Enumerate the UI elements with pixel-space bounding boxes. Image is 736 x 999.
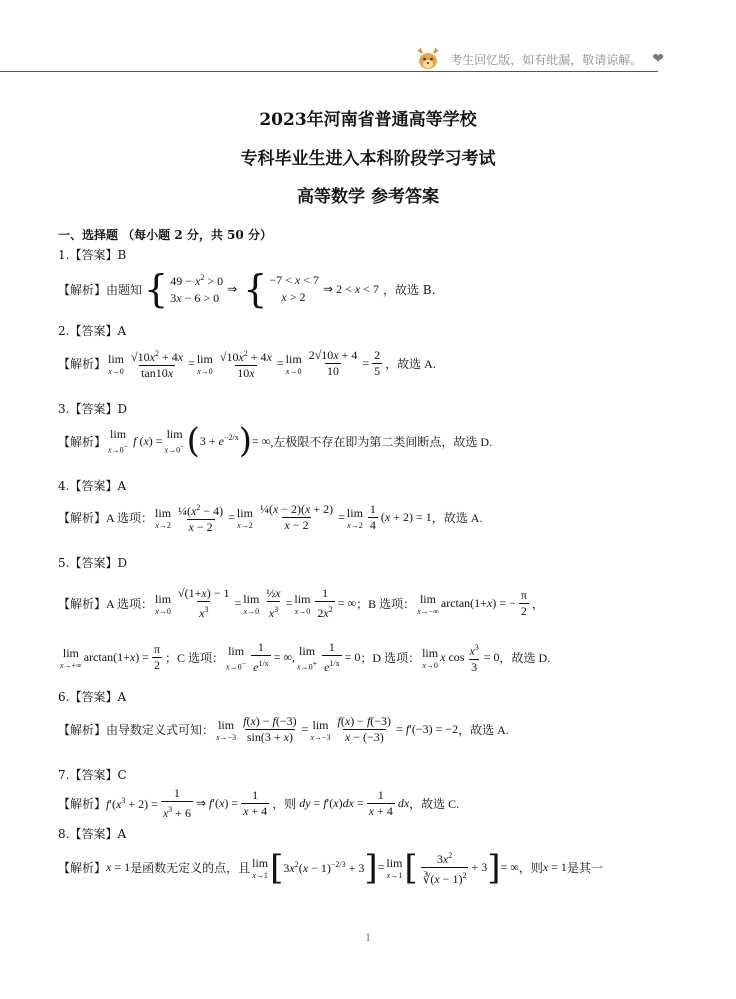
- heart-icon: ❤: [652, 51, 664, 67]
- solution-1: 【解析】 由题知 { $49 - x^2 > 0$ 3x − 6 > 0 ⇒ { −7 < x < 7 x > 2 ⇒ 2 < x < 7 ，故选 B.: [58, 267, 436, 311]
- section-heading: 一、选择题 （每小题 2 分，共 50 分）: [58, 228, 272, 242]
- answer-5: 5.【答案】D: [58, 556, 128, 570]
- solution-3: 【解析】 lim x→0− f ( x ) = lim x→0− ( $3 + e^{-2/x}$ ) = ∞ ,左极限不存在即为第二类间断点，故选 D.: [58, 421, 492, 461]
- answer-8: 8.【答案】A: [58, 827, 127, 841]
- solution-8: 【解析】 x = 1 是函数无定义的点，且 lim x→1 [ $3x^2(x - 1)^{-2/3} + 3$ ] = lim x→1 [ $\frac{3x^2}{∛(x - 1)^2}$ + 3 ] = ∞ ，则 x = 1 是其一: [58, 847, 603, 888]
- solution-7: 【解析】 $f'(x^3 + 2)$ = $\frac{1}{x^3 + 6}$ ⇒ f′(x) = $\frac{1}{x + 4}$ ，则 dy = f′(x)dx = $\frac{1}{x + 4}$ dx ，故选 C.: [58, 786, 460, 820]
- solution-5b: lim x→+∞ arctan(1+x) = $\frac{\pi}{2}$ ；C 选项： lim x→0− $\frac{1}{e^{1/x}}$ = ∞, lim x→0+ $\frac{1}{e^{1/x}}$ = 0 ；D 选项： lim x→0 x cos $\frac{x^3}{3}$ = 0 ，故选 D.: [60, 640, 551, 674]
- jiexi-label: 【解析】: [58, 861, 107, 875]
- answer-7: 7.【答案】C: [58, 768, 127, 782]
- solution-6: 【解析】 由导数定义式可知： lim x→−3 $\frac{f(x) - f(-3)}{\sin(3 + x)}$ = lim x→−3 $\frac{f(x) - f(-3)}{x - (-3)}$ = f′(−3) = −2 ，故选 A.: [58, 714, 509, 744]
- header-note: 考生回忆版，如有纰漏，敬请谅解。: [450, 52, 643, 67]
- deer-logo-icon: [414, 46, 442, 72]
- doc-title-1: 2023年河南省普通高等学校: [259, 110, 477, 130]
- answer-6: 6.【答案】A: [58, 690, 127, 704]
- jiexi-label: 【解析】: [58, 282, 107, 297]
- solution-4: 【解析】 A 选项： lim x→2 $\frac{\frac{1}{4}(x^2 - 4)}{x - 2}$ = lim x→2 $\frac{\text{¼(x − 2)(x + 2)}}{x - 2}$ = lim x→2 $\frac{1}{4}$ (x + 2) = 1 ，故选 A.: [58, 502, 483, 534]
- jiexi-label: 【解析】: [58, 797, 107, 811]
- solution-5a: 【解析】 A 选项： lim x→0 $\frac{√(1+x) - 1}{x^3}$ = lim x→0 $\frac{\text{½x}}{x^3}$ = lim x→0 $\frac{1}{2x^2}$ = ∞ ；B 选项： lim x→−∞ arctan(1+x) = − $\frac{\pi}{2}$ ，: [58, 586, 544, 620]
- answer-2: 2.【答案】A: [58, 324, 127, 338]
- jiexi-label: 【解析】: [58, 357, 107, 371]
- jiexi-label: 【解析】: [58, 597, 107, 611]
- doc-title-2: 专科毕业生进入本科阶段学习考试: [240, 149, 496, 169]
- doc-title-3: 高等数学 参考答案: [297, 187, 439, 207]
- page-number: 1: [365, 930, 371, 944]
- answer-1: 1.【答案】B: [58, 248, 127, 262]
- solution-2: 【解析】 lim x→0 $\frac{√10x^2 + 4x}{\tan 10x}$ = lim x→0 $\frac{√10x^2 + 4x}{10x}$ = lim x→0 $\frac{2√10x + 4}{10}$ = $\frac{2}{5}$ ，故选 A.: [58, 348, 436, 380]
- header-divider: [0, 71, 658, 72]
- answer-4: 4.【答案】A: [58, 479, 127, 493]
- jiexi-label: 【解析】: [58, 511, 107, 525]
- answer-3: 3.【答案】D: [58, 402, 128, 416]
- page-header: [414, 46, 664, 72]
- jiexi-label: 【解析】: [58, 723, 107, 737]
- jiexi-label: 【解析】: [58, 434, 107, 449]
